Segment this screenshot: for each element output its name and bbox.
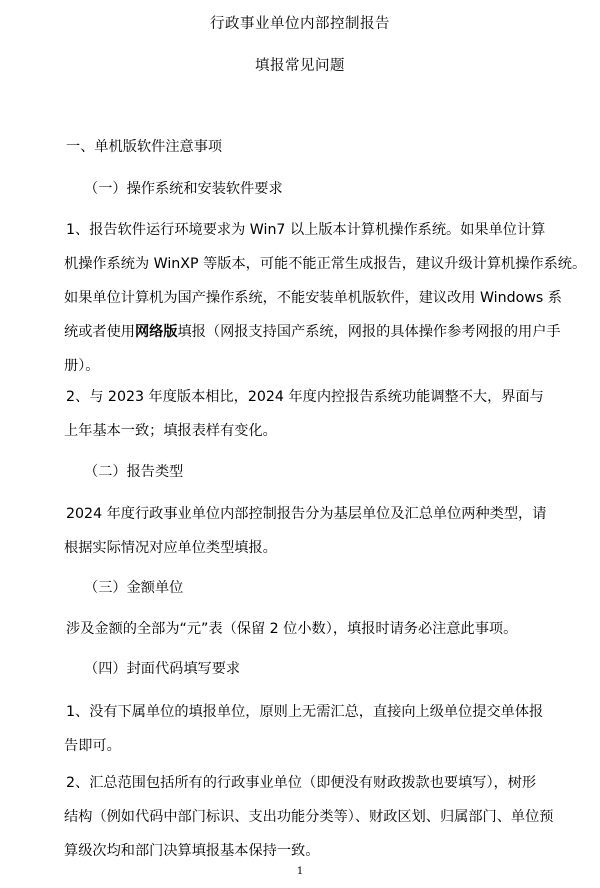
text-line: 结构（例如代码中部门标识、支出功能分类等）、财政区划、归属部门、单位预: [64, 809, 554, 825]
bold-text: 网络版: [134, 324, 178, 340]
paragraph: [66, 766, 562, 868]
text-line: 机操作系统为 WinXP 等版本，可能不能正常生成报告，建议升级计算机操作系统。: [64, 256, 587, 272]
text-line: 告即可。: [64, 738, 121, 754]
section-heading: 一、单机版软件注意事项: [66, 139, 223, 155]
text-line: 涉及金额的全部为“元”表（保留 2 位小数），填报时请务必注意此事项。: [66, 621, 518, 637]
page-number: 1: [296, 866, 304, 877]
text-line: 2024 年度行政事业单位内部控制报告分为基层单位及汇总单位两种类型，请: [66, 506, 547, 522]
subsection-heading: （二）报告类型: [84, 464, 184, 480]
text-line: 2、与 2023 年度版本相比，2024 年度内控报告系统功能调整不大，界面与: [66, 389, 544, 405]
text-line: [64, 315, 600, 349]
document-title: 行政事业单位内部控制报告: [210, 16, 390, 32]
document-subtitle: 填报常见问题: [255, 58, 345, 74]
subsection-heading: （三）金额单位: [84, 580, 184, 596]
text-line: 算级次均和部门决算填报基本保持一致。: [64, 843, 320, 859]
paragraph: [66, 695, 562, 763]
text-run: 填报（网报支持国产系统，网报的具体操作参考网报的用户手: [177, 324, 561, 340]
paragraph: [64, 213, 587, 383]
text-line: 2、汇总范围包括所有的行政事业单位（即便没有财政拨款也要填写），树形: [66, 775, 537, 791]
paragraph: [66, 612, 562, 646]
paragraph: [66, 380, 562, 448]
text-line: 册）。: [64, 358, 100, 374]
subsection-heading: （四）封面代码填写要求: [84, 661, 241, 677]
text-line: 根据实际情况对应单位类型填报。: [64, 540, 277, 556]
paragraph: [66, 497, 562, 565]
text-line: 1、报告软件运行环境要求为 Win7 以上版本计算机操作系统。如果单位计算: [66, 222, 546, 238]
text-line: 1、没有下属单位的填报单位，原则上无需汇总，直接向上级单位提交单体报: [66, 704, 544, 720]
text-run: 统或者使用: [64, 324, 135, 340]
text-line: 上年基本一致；填报表样有变化。: [64, 423, 277, 439]
subsection-heading: （一）操作系统和安装软件要求: [84, 181, 283, 197]
text-line: 如果单位计算机为国产操作系统，不能安装单机版软件，建议改用 Windows 系: [64, 290, 562, 306]
